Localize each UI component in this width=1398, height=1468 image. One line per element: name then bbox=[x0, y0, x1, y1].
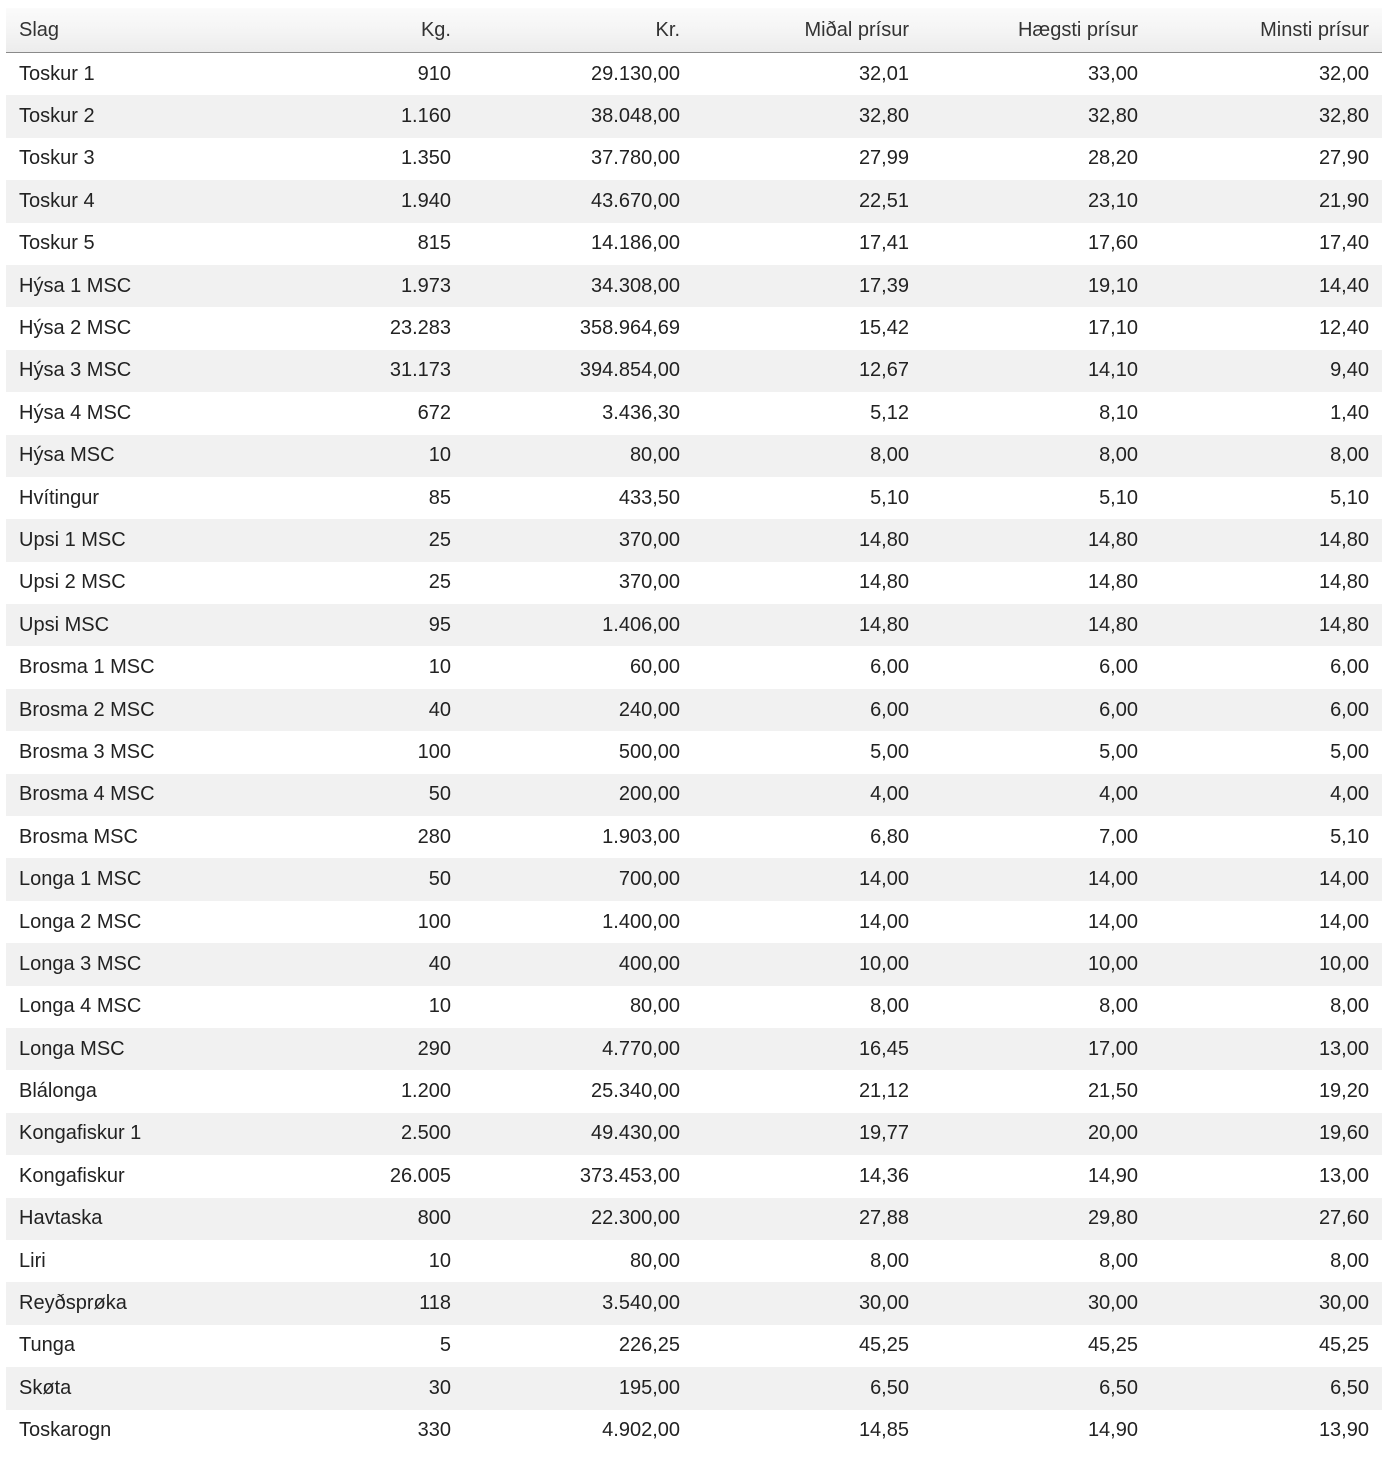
cell-kg: 10 bbox=[235, 435, 464, 477]
table-row bbox=[6, 604, 1382, 646]
cell-species: Hýsa 3 MSC bbox=[6, 350, 235, 392]
cell-kg: 10 bbox=[235, 646, 464, 688]
cell-species: Hvítingur bbox=[6, 477, 235, 519]
cell-kr: 60,00 bbox=[464, 646, 693, 688]
cell-species: Upsi 1 MSC bbox=[6, 519, 235, 561]
cell-kg: 100 bbox=[235, 901, 464, 943]
cell-avg-price: 27,99 bbox=[693, 138, 922, 180]
cell-avg-price: 5,00 bbox=[693, 731, 922, 773]
table-row bbox=[6, 901, 1382, 943]
table-row bbox=[6, 519, 1382, 561]
table-row bbox=[6, 1070, 1382, 1112]
cell-min-price: 17,40 bbox=[1151, 223, 1382, 265]
table-row bbox=[6, 1028, 1382, 1070]
table-row bbox=[6, 95, 1382, 137]
cell-kr: 1.400,00 bbox=[464, 901, 693, 943]
cell-species: Brosma MSC bbox=[6, 816, 235, 858]
cell-min-price: 14,00 bbox=[1151, 858, 1382, 900]
cell-avg-price: 15,42 bbox=[693, 307, 922, 349]
cell-min-price: 6,50 bbox=[1151, 1367, 1382, 1409]
cell-species: Brosma 1 MSC bbox=[6, 646, 235, 688]
cell-kr: 400,00 bbox=[464, 943, 693, 985]
table-row bbox=[6, 180, 1382, 222]
cell-avg-price: 6,80 bbox=[693, 816, 922, 858]
cell-avg-price: 17,39 bbox=[693, 265, 922, 307]
cell-max-price: 45,25 bbox=[922, 1325, 1151, 1367]
price-table-container bbox=[6, 8, 1382, 1452]
cell-avg-price: 14,36 bbox=[693, 1155, 922, 1197]
column-header-kr[interactable]: Kr. bbox=[464, 8, 693, 53]
cell-min-price: 1,40 bbox=[1151, 392, 1382, 434]
cell-kr: 433,50 bbox=[464, 477, 693, 519]
cell-avg-price: 16,45 bbox=[693, 1028, 922, 1070]
cell-max-price: 6,00 bbox=[922, 646, 1151, 688]
cell-species: Longa MSC bbox=[6, 1028, 235, 1070]
table-row bbox=[6, 943, 1382, 985]
cell-max-price: 7,00 bbox=[922, 816, 1151, 858]
cell-max-price: 14,90 bbox=[922, 1410, 1151, 1452]
cell-species: Kongafiskur 1 bbox=[6, 1113, 235, 1155]
cell-kr: 37.780,00 bbox=[464, 138, 693, 180]
table-row bbox=[6, 731, 1382, 773]
cell-min-price: 13,00 bbox=[1151, 1155, 1382, 1197]
cell-avg-price: 14,80 bbox=[693, 604, 922, 646]
cell-kr: 500,00 bbox=[464, 731, 693, 773]
cell-species: Upsi 2 MSC bbox=[6, 562, 235, 604]
table-row bbox=[6, 1198, 1382, 1240]
table-row bbox=[6, 223, 1382, 265]
cell-species: Kongafiskur bbox=[6, 1155, 235, 1197]
cell-species: Toskur 2 bbox=[6, 95, 235, 137]
table-row bbox=[6, 1282, 1382, 1324]
cell-min-price: 14,80 bbox=[1151, 519, 1382, 561]
cell-kg: 25 bbox=[235, 562, 464, 604]
cell-max-price: 14,80 bbox=[922, 562, 1151, 604]
cell-kg: 1.940 bbox=[235, 180, 464, 222]
table-row bbox=[6, 1367, 1382, 1409]
cell-kr: 240,00 bbox=[464, 689, 693, 731]
cell-species: Skøta bbox=[6, 1367, 235, 1409]
cell-species: Brosma 3 MSC bbox=[6, 731, 235, 773]
cell-min-price: 8,00 bbox=[1151, 1240, 1382, 1282]
table-row bbox=[6, 858, 1382, 900]
cell-kg: 10 bbox=[235, 986, 464, 1028]
cell-avg-price: 21,12 bbox=[693, 1070, 922, 1112]
cell-species: Toskur 1 bbox=[6, 53, 235, 96]
cell-avg-price: 17,41 bbox=[693, 223, 922, 265]
cell-avg-price: 8,00 bbox=[693, 1240, 922, 1282]
cell-species: Longa 2 MSC bbox=[6, 901, 235, 943]
cell-kr: 80,00 bbox=[464, 1240, 693, 1282]
cell-max-price: 33,00 bbox=[922, 53, 1151, 96]
cell-kg: 40 bbox=[235, 689, 464, 731]
cell-kr: 226,25 bbox=[464, 1325, 693, 1367]
cell-max-price: 32,80 bbox=[922, 95, 1151, 137]
cell-avg-price: 30,00 bbox=[693, 1282, 922, 1324]
cell-species: Upsi MSC bbox=[6, 604, 235, 646]
cell-min-price: 5,00 bbox=[1151, 731, 1382, 773]
cell-species: Toskarogn bbox=[6, 1410, 235, 1452]
cell-kg: 800 bbox=[235, 1198, 464, 1240]
cell-max-price: 17,10 bbox=[922, 307, 1151, 349]
cell-kg: 40 bbox=[235, 943, 464, 985]
cell-min-price: 19,60 bbox=[1151, 1113, 1382, 1155]
cell-min-price: 9,40 bbox=[1151, 350, 1382, 392]
cell-species: Longa 1 MSC bbox=[6, 858, 235, 900]
cell-kr: 358.964,69 bbox=[464, 307, 693, 349]
table-row bbox=[6, 986, 1382, 1028]
header-row bbox=[6, 8, 1382, 53]
cell-max-price: 23,10 bbox=[922, 180, 1151, 222]
table-row bbox=[6, 816, 1382, 858]
cell-kg: 672 bbox=[235, 392, 464, 434]
cell-avg-price: 14,00 bbox=[693, 858, 922, 900]
table-row bbox=[6, 1325, 1382, 1367]
cell-max-price: 20,00 bbox=[922, 1113, 1151, 1155]
cell-max-price: 29,80 bbox=[922, 1198, 1151, 1240]
cell-species: Hýsa 1 MSC bbox=[6, 265, 235, 307]
cell-kg: 1.160 bbox=[235, 95, 464, 137]
cell-kr: 370,00 bbox=[464, 519, 693, 561]
cell-kg: 95 bbox=[235, 604, 464, 646]
cell-species: Toskur 3 bbox=[6, 138, 235, 180]
cell-kg: 290 bbox=[235, 1028, 464, 1070]
cell-max-price: 5,10 bbox=[922, 477, 1151, 519]
cell-kr: 80,00 bbox=[464, 986, 693, 1028]
cell-max-price: 14,10 bbox=[922, 350, 1151, 392]
cell-min-price: 13,90 bbox=[1151, 1410, 1382, 1452]
cell-min-price: 8,00 bbox=[1151, 986, 1382, 1028]
cell-avg-price: 19,77 bbox=[693, 1113, 922, 1155]
cell-kg: 26.005 bbox=[235, 1155, 464, 1197]
cell-max-price: 5,00 bbox=[922, 731, 1151, 773]
cell-avg-price: 22,51 bbox=[693, 180, 922, 222]
cell-min-price: 19,20 bbox=[1151, 1070, 1382, 1112]
cell-min-price: 5,10 bbox=[1151, 477, 1382, 519]
cell-min-price: 4,00 bbox=[1151, 774, 1382, 816]
cell-avg-price: 14,00 bbox=[693, 901, 922, 943]
cell-kg: 280 bbox=[235, 816, 464, 858]
table-row bbox=[6, 392, 1382, 434]
table-row bbox=[6, 1155, 1382, 1197]
table-row bbox=[6, 774, 1382, 816]
cell-kr: 14.186,00 bbox=[464, 223, 693, 265]
cell-min-price: 5,10 bbox=[1151, 816, 1382, 858]
cell-max-price: 17,00 bbox=[922, 1028, 1151, 1070]
cell-max-price: 6,00 bbox=[922, 689, 1151, 731]
cell-avg-price: 14,80 bbox=[693, 519, 922, 561]
cell-species: Havtaska bbox=[6, 1198, 235, 1240]
cell-kg: 10 bbox=[235, 1240, 464, 1282]
cell-kr: 370,00 bbox=[464, 562, 693, 604]
cell-min-price: 21,90 bbox=[1151, 180, 1382, 222]
table-row bbox=[6, 646, 1382, 688]
cell-species: Tunga bbox=[6, 1325, 235, 1367]
cell-kg: 30 bbox=[235, 1367, 464, 1409]
cell-species: Brosma 4 MSC bbox=[6, 774, 235, 816]
cell-kr: 34.308,00 bbox=[464, 265, 693, 307]
cell-max-price: 14,00 bbox=[922, 858, 1151, 900]
cell-kg: 118 bbox=[235, 1282, 464, 1324]
cell-max-price: 30,00 bbox=[922, 1282, 1151, 1324]
cell-avg-price: 32,80 bbox=[693, 95, 922, 137]
cell-species: Reyðsprøka bbox=[6, 1282, 235, 1324]
cell-max-price: 6,50 bbox=[922, 1367, 1151, 1409]
cell-min-price: 14,40 bbox=[1151, 265, 1382, 307]
table-row bbox=[6, 562, 1382, 604]
cell-avg-price: 8,00 bbox=[693, 986, 922, 1028]
cell-kr: 22.300,00 bbox=[464, 1198, 693, 1240]
cell-min-price: 30,00 bbox=[1151, 1282, 1382, 1324]
cell-kr: 700,00 bbox=[464, 858, 693, 900]
cell-avg-price: 45,25 bbox=[693, 1325, 922, 1367]
cell-kg: 1.973 bbox=[235, 265, 464, 307]
cell-avg-price: 4,00 bbox=[693, 774, 922, 816]
cell-min-price: 32,00 bbox=[1151, 53, 1382, 96]
cell-max-price: 14,80 bbox=[922, 519, 1151, 561]
column-header-avg-price[interactable]: Miðal prísur bbox=[693, 8, 922, 53]
cell-min-price: 27,90 bbox=[1151, 138, 1382, 180]
cell-species: Liri bbox=[6, 1240, 235, 1282]
cell-species: Hýsa 2 MSC bbox=[6, 307, 235, 349]
cell-avg-price: 6,00 bbox=[693, 646, 922, 688]
cell-kg: 25 bbox=[235, 519, 464, 561]
cell-kg: 5 bbox=[235, 1325, 464, 1367]
cell-kg: 330 bbox=[235, 1410, 464, 1452]
cell-max-price: 14,00 bbox=[922, 901, 1151, 943]
cell-max-price: 14,90 bbox=[922, 1155, 1151, 1197]
cell-kg: 50 bbox=[235, 858, 464, 900]
cell-min-price: 32,80 bbox=[1151, 95, 1382, 137]
cell-avg-price: 5,12 bbox=[693, 392, 922, 434]
table-row bbox=[6, 350, 1382, 392]
cell-species: Toskur 4 bbox=[6, 180, 235, 222]
cell-max-price: 10,00 bbox=[922, 943, 1151, 985]
column-header-max-price[interactable]: Hægsti prísur bbox=[922, 8, 1151, 53]
cell-kg: 2.500 bbox=[235, 1113, 464, 1155]
cell-kg: 100 bbox=[235, 731, 464, 773]
cell-kr: 3.436,30 bbox=[464, 392, 693, 434]
cell-avg-price: 6,00 bbox=[693, 689, 922, 731]
cell-species: Hýsa 4 MSC bbox=[6, 392, 235, 434]
fish-price-table bbox=[6, 8, 1382, 1452]
cell-kr: 394.854,00 bbox=[464, 350, 693, 392]
cell-kg: 50 bbox=[235, 774, 464, 816]
cell-max-price: 8,10 bbox=[922, 392, 1151, 434]
cell-species: Blálonga bbox=[6, 1070, 235, 1112]
cell-kr: 43.670,00 bbox=[464, 180, 693, 222]
cell-species: Longa 3 MSC bbox=[6, 943, 235, 985]
cell-max-price: 8,00 bbox=[922, 435, 1151, 477]
cell-min-price: 45,25 bbox=[1151, 1325, 1382, 1367]
cell-kr: 195,00 bbox=[464, 1367, 693, 1409]
cell-min-price: 27,60 bbox=[1151, 1198, 1382, 1240]
cell-species: Hýsa MSC bbox=[6, 435, 235, 477]
cell-avg-price: 32,01 bbox=[693, 53, 922, 96]
cell-kr: 200,00 bbox=[464, 774, 693, 816]
cell-avg-price: 27,88 bbox=[693, 1198, 922, 1240]
table-row bbox=[6, 265, 1382, 307]
table-row bbox=[6, 1240, 1382, 1282]
cell-kr: 3.540,00 bbox=[464, 1282, 693, 1324]
cell-min-price: 14,80 bbox=[1151, 604, 1382, 646]
cell-kg: 1.200 bbox=[235, 1070, 464, 1112]
cell-min-price: 10,00 bbox=[1151, 943, 1382, 985]
cell-kg: 1.350 bbox=[235, 138, 464, 180]
cell-avg-price: 14,80 bbox=[693, 562, 922, 604]
table-row bbox=[6, 1113, 1382, 1155]
cell-species: Brosma 2 MSC bbox=[6, 689, 235, 731]
cell-min-price: 14,80 bbox=[1151, 562, 1382, 604]
cell-kr: 373.453,00 bbox=[464, 1155, 693, 1197]
column-header-min-price[interactable]: Minsti prísur bbox=[1151, 8, 1382, 53]
cell-kr: 25.340,00 bbox=[464, 1070, 693, 1112]
cell-species: Toskur 5 bbox=[6, 223, 235, 265]
cell-kr: 4.770,00 bbox=[464, 1028, 693, 1070]
cell-max-price: 17,60 bbox=[922, 223, 1151, 265]
table-row bbox=[6, 307, 1382, 349]
cell-species: Longa 4 MSC bbox=[6, 986, 235, 1028]
cell-avg-price: 14,85 bbox=[693, 1410, 922, 1452]
table-row bbox=[6, 1410, 1382, 1452]
cell-max-price: 4,00 bbox=[922, 774, 1151, 816]
cell-min-price: 6,00 bbox=[1151, 646, 1382, 688]
cell-kr: 38.048,00 bbox=[464, 95, 693, 137]
cell-kr: 80,00 bbox=[464, 435, 693, 477]
cell-kr: 29.130,00 bbox=[464, 53, 693, 96]
column-header-species[interactable]: Slag bbox=[6, 8, 235, 53]
cell-max-price: 21,50 bbox=[922, 1070, 1151, 1112]
cell-kr: 1.903,00 bbox=[464, 816, 693, 858]
table-body bbox=[6, 53, 1382, 1452]
cell-avg-price: 12,67 bbox=[693, 350, 922, 392]
cell-kg: 85 bbox=[235, 477, 464, 519]
cell-max-price: 19,10 bbox=[922, 265, 1151, 307]
cell-min-price: 13,00 bbox=[1151, 1028, 1382, 1070]
cell-max-price: 14,80 bbox=[922, 604, 1151, 646]
cell-max-price: 28,20 bbox=[922, 138, 1151, 180]
table-row bbox=[6, 477, 1382, 519]
cell-avg-price: 10,00 bbox=[693, 943, 922, 985]
cell-kr: 1.406,00 bbox=[464, 604, 693, 646]
cell-kr: 49.430,00 bbox=[464, 1113, 693, 1155]
cell-avg-price: 6,50 bbox=[693, 1367, 922, 1409]
cell-min-price: 14,00 bbox=[1151, 901, 1382, 943]
table-row bbox=[6, 689, 1382, 731]
table-row bbox=[6, 138, 1382, 180]
column-header-kg[interactable]: Kg. bbox=[235, 8, 464, 53]
cell-kr: 4.902,00 bbox=[464, 1410, 693, 1452]
table-row bbox=[6, 53, 1382, 96]
cell-avg-price: 8,00 bbox=[693, 435, 922, 477]
cell-avg-price: 5,10 bbox=[693, 477, 922, 519]
cell-min-price: 8,00 bbox=[1151, 435, 1382, 477]
cell-kg: 815 bbox=[235, 223, 464, 265]
cell-min-price: 12,40 bbox=[1151, 307, 1382, 349]
cell-kg: 23.283 bbox=[235, 307, 464, 349]
table-header bbox=[6, 8, 1382, 53]
cell-min-price: 6,00 bbox=[1151, 689, 1382, 731]
cell-max-price: 8,00 bbox=[922, 1240, 1151, 1282]
cell-max-price: 8,00 bbox=[922, 986, 1151, 1028]
table-row bbox=[6, 435, 1382, 477]
cell-kg: 31.173 bbox=[235, 350, 464, 392]
cell-kg: 910 bbox=[235, 53, 464, 96]
